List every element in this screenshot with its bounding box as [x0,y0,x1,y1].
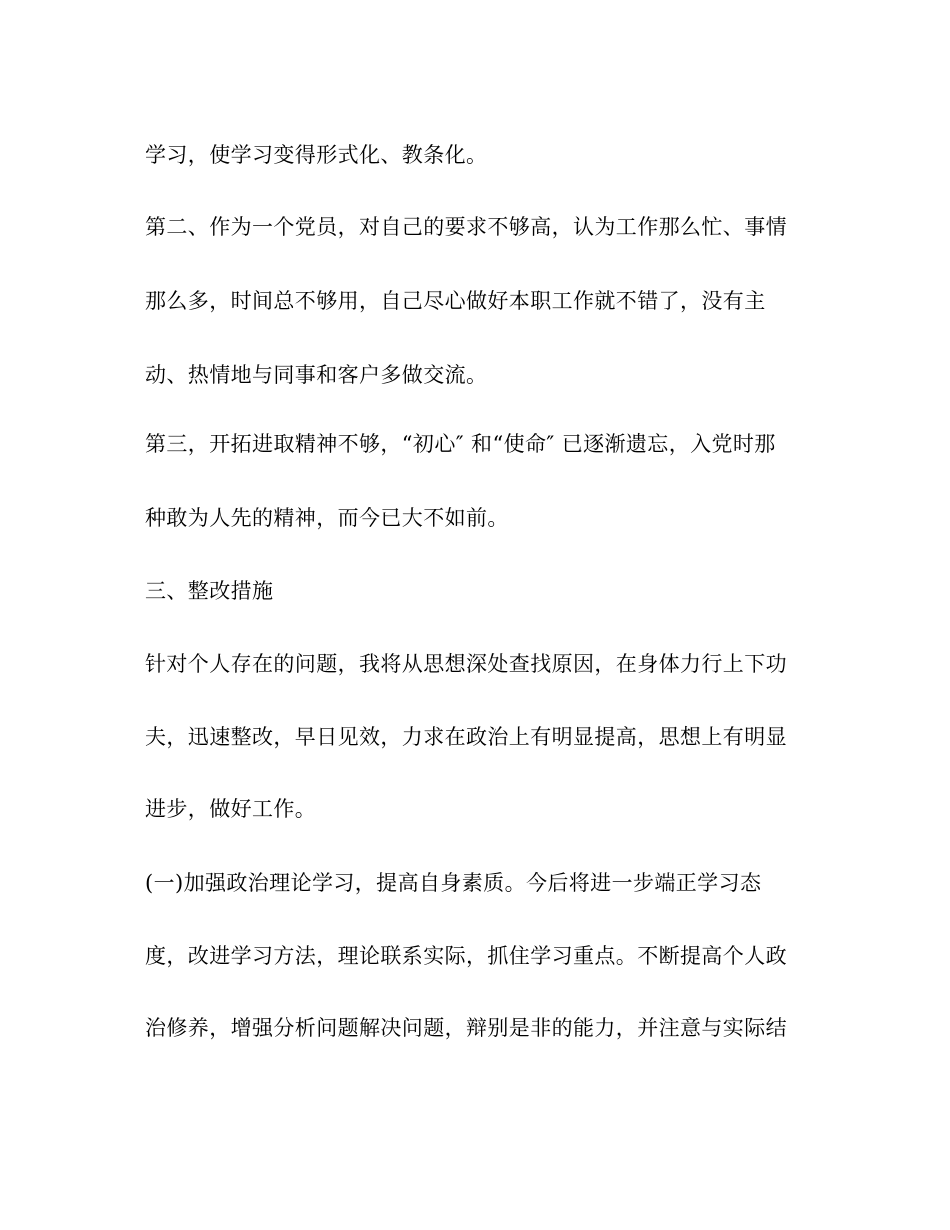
text-line: 第二、作为一个党员，对自己的要求不够高，认为工作那么忙、事情 [145,215,787,239]
text-line: 度，改进学习方法，理论联系实际，抓住学习重点。不断提高个人政 [145,944,787,968]
section-heading: 三、整改措施 [145,579,274,603]
text-line: 动、热情地与同事和客户多做交流。 [145,363,488,387]
text-line: 夫，迅速整改，早日见效，力求在政治上有明显提高，思想上有明显 [145,725,787,749]
text-line: (一)加强政治理论学习，提高自身素质。今后将进一步端正学习态 [145,871,762,895]
text-line: 种敢为人先的精神，而今已大不如前。 [145,506,509,530]
text-line: 学习，使学习变得形式化、教条化。 [145,143,488,167]
text-line: 那么多，时间总不够用，自己尽心做好本职工作就不错了，没有主 [145,289,766,313]
text-line: 进步，做好工作。 [145,797,317,821]
text-line: 第三，开拓进取精神不够，“初心″ 和“使命″ 已逐渐遗忘，入党时那 [145,432,776,456]
text-line: 针对个人存在的问题，我将从思想深处查找原因，在身体力行上下功 [145,652,787,676]
text-line: 治修养，增强分析问题解决问题，辩别是非的能力，并注意与实际结 [145,1016,787,1040]
